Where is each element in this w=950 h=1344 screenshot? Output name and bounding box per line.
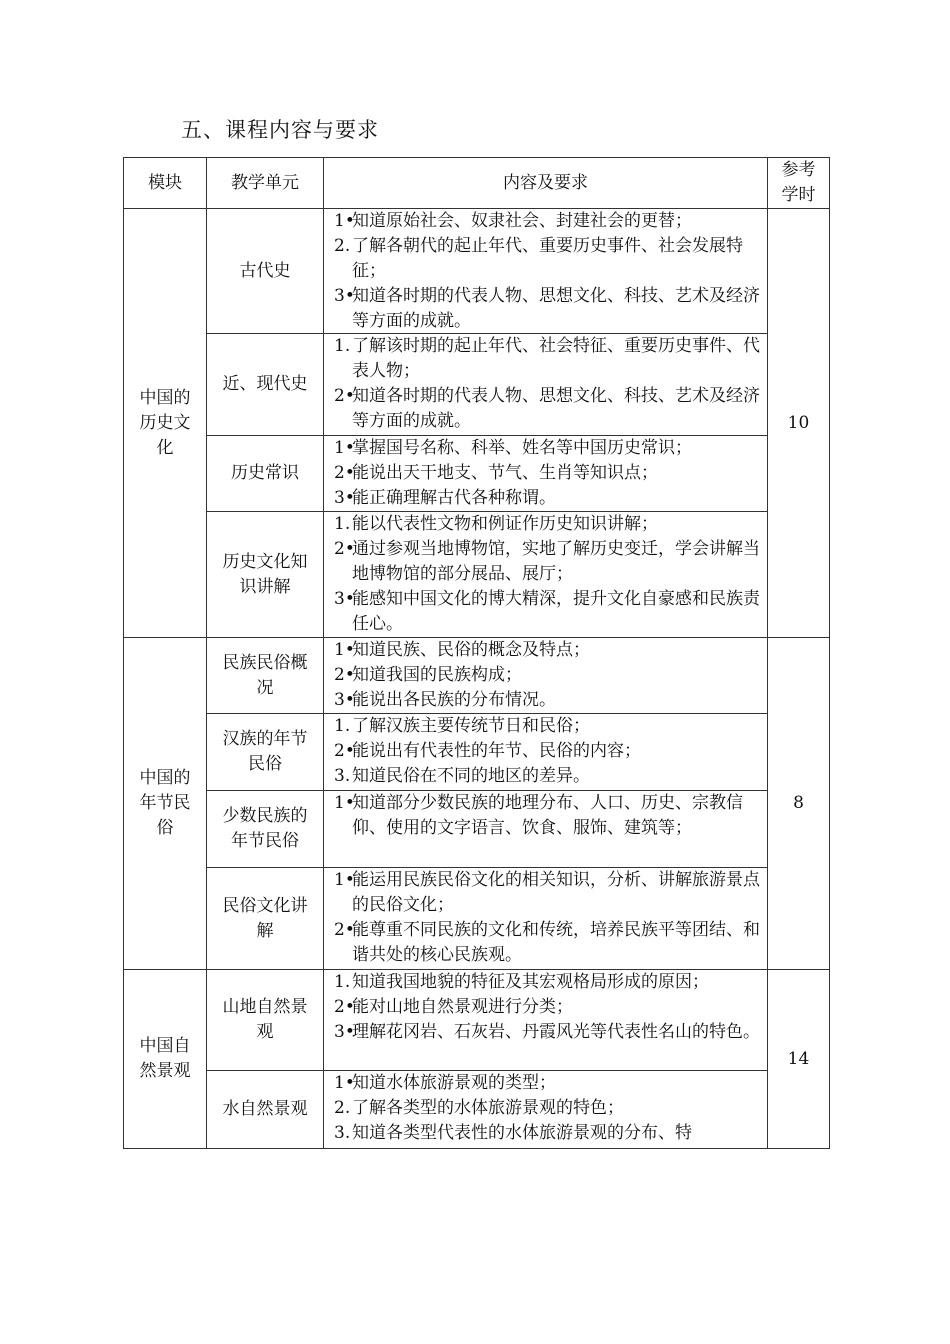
- table-row: [124, 714, 830, 791]
- item-text: 通过参观当地博物馆，实地了解历史变迁，学会讲解当地博物馆的部分展品、展厅；: [352, 539, 760, 584]
- table-header-row: [124, 158, 830, 209]
- module-hours: 14: [768, 970, 830, 1149]
- requirement-item: [334, 209, 763, 234]
- item-text: 能说出天干地支、节气、生肖等知识点；: [352, 463, 658, 483]
- item-text: 知道原始社会、奴隶社会、封建社会的更替；: [352, 211, 692, 231]
- item-number: 2.: [334, 236, 351, 256]
- item-text: 掌握国号名称、科举、姓名等中国历史常识；: [352, 438, 692, 458]
- table-row: [124, 436, 830, 512]
- module-name: 中国自然景观: [124, 970, 207, 1149]
- requirement-item: [334, 1096, 763, 1121]
- item-number: 3•: [334, 488, 355, 508]
- requirement-item: [334, 1071, 763, 1096]
- unit-name: 历史常识: [207, 436, 324, 512]
- requirement-item: [334, 688, 763, 713]
- requirement-item: [334, 512, 763, 537]
- item-text: 知道我国地貌的特征及其宏观格局形成的原因；: [352, 972, 709, 992]
- requirement-item: [334, 234, 763, 284]
- item-number: 1.: [334, 716, 351, 736]
- table-row: [124, 791, 830, 868]
- item-text: 知道各时期的代表人物、思想文化、科技、艺术及经济等方面的成就。: [352, 286, 760, 331]
- unit-requirements: [324, 436, 768, 512]
- item-text: 知道各时期的代表人物、思想文化、科技、艺术及经济等方面的成就。: [352, 386, 760, 431]
- unit-name: 民族民俗概况: [207, 638, 324, 714]
- item-number: 2•: [334, 463, 355, 483]
- item-text: 能以代表性文物和例证作历史知识讲解；: [352, 514, 658, 534]
- unit-requirements: [324, 791, 768, 868]
- unit-name: 古代史: [207, 209, 324, 334]
- table-row: [124, 1071, 830, 1149]
- requirement-item: [334, 384, 763, 434]
- item-number: 2•: [334, 920, 355, 940]
- item-text: 了解该时期的起止年代、社会特征、重要历史事件、代表人物；: [352, 336, 760, 381]
- item-number: 1•: [334, 640, 355, 660]
- table-row: [124, 334, 830, 436]
- unit-name: 近、现代史: [207, 334, 324, 436]
- requirement-item: [334, 739, 763, 764]
- requirement-item: [334, 1020, 763, 1045]
- item-number: 3.: [334, 1123, 351, 1143]
- table-row: [124, 512, 830, 638]
- requirement-item: [334, 461, 763, 486]
- item-text: 了解各朝代的起止年代、重要历史事件、社会发展特征；: [352, 236, 743, 281]
- item-number: 3•: [334, 589, 355, 609]
- unit-requirements: [324, 334, 768, 436]
- unit-name: 汉族的年节民俗: [207, 714, 324, 791]
- unit-requirements: [324, 970, 768, 1071]
- item-text: 知道部分少数民族的地理分布、人口、历史、宗教信仰、使用的文字语言、饮食、服饰、建筑等；: [352, 793, 743, 838]
- item-number: 1•: [334, 438, 355, 458]
- item-text: 知道水体旅游景观的类型；: [352, 1073, 556, 1093]
- unit-name: 水自然景观: [207, 1071, 324, 1149]
- header-unit: 教学单元: [207, 158, 324, 209]
- table-row: [124, 638, 830, 714]
- requirement-item: [334, 1121, 763, 1146]
- item-number: 2•: [334, 539, 355, 559]
- table-row: [124, 209, 830, 334]
- requirement-item: [334, 764, 763, 789]
- requirement-item: [334, 663, 763, 688]
- header-content: 内容及要求: [324, 158, 768, 209]
- unit-requirements: [324, 638, 768, 714]
- item-number: 1•: [334, 211, 355, 231]
- item-number: 2•: [334, 997, 355, 1017]
- requirement-item: [334, 587, 763, 637]
- item-text: 知道各类型代表性的水体旅游景观的分布、特: [352, 1123, 692, 1143]
- unit-name: 山地自然景观: [207, 970, 324, 1071]
- item-text: 了解各类型的水体旅游景观的特色；: [352, 1098, 624, 1118]
- requirement-item: [334, 918, 763, 968]
- item-number: 3•: [334, 1022, 355, 1042]
- requirement-item: [334, 970, 763, 995]
- item-text: 知道民俗在不同的地区的差异。: [352, 766, 590, 786]
- item-number: 2•: [334, 741, 355, 761]
- item-number: 1•: [334, 1073, 355, 1093]
- item-text: 能说出各民族的分布情况。: [352, 690, 556, 710]
- requirement-item: [334, 284, 763, 333]
- item-number: 1.: [334, 514, 351, 534]
- item-number: 2•: [334, 386, 355, 406]
- item-text: 理解花冈岩、石灰岩、丹霞风光等代表性名山的特色。: [352, 1022, 760, 1042]
- header-module: 模块: [124, 158, 207, 209]
- item-text: 知道我国的民族构成；: [352, 665, 522, 685]
- unit-name: 历史文化知识讲解: [207, 512, 324, 638]
- table-row: [124, 868, 830, 970]
- item-number: 3•: [334, 690, 355, 710]
- section-heading: 五、课程内容与要求: [181, 118, 379, 142]
- unit-name: 民俗文化讲解: [207, 868, 324, 970]
- module-name: 中国的年节民俗: [124, 638, 207, 970]
- item-number: 3.: [334, 766, 351, 786]
- unit-requirements: [324, 1071, 768, 1149]
- unit-requirements: [324, 512, 768, 638]
- item-text: 能正确理解古代各种称谓。: [352, 488, 556, 508]
- item-text: 能说出有代表性的年节、民俗的内容；: [352, 741, 641, 761]
- table-row: [124, 970, 830, 1071]
- item-text: 了解汉族主要传统节日和民俗；: [352, 716, 590, 736]
- header-hours: 参考学时: [768, 158, 830, 209]
- item-text: 能对山地自然景观进行分类；: [352, 997, 573, 1017]
- requirement-item: [334, 714, 763, 739]
- item-text: 能运用民族民俗文化的相关知识，分析、讲解旅游景点的民俗文化；: [352, 870, 760, 915]
- unit-requirements: [324, 714, 768, 791]
- item-number: 1.: [334, 972, 351, 992]
- item-number: 1.: [334, 336, 351, 356]
- requirement-item: [334, 436, 763, 461]
- item-number: 2•: [334, 665, 355, 685]
- module-hours: 10: [768, 209, 830, 638]
- requirement-item: [334, 486, 763, 511]
- requirement-item: [334, 791, 763, 841]
- requirement-item: [334, 537, 763, 587]
- item-text: 知道民族、民俗的概念及特点；: [352, 640, 590, 660]
- unit-requirements: [324, 209, 768, 334]
- item-number: 3•: [334, 286, 355, 306]
- module-name: 中国的历史文化: [124, 209, 207, 638]
- unit-name: 少数民族的年节民俗: [207, 791, 324, 868]
- item-number: 2.: [334, 1098, 351, 1118]
- module-hours: 8: [768, 638, 830, 970]
- requirement-item: [334, 995, 763, 1020]
- item-number: 1•: [334, 793, 355, 813]
- item-text: 能感知中国文化的博大精深，提升文化自豪感和民族责任心。: [352, 589, 760, 634]
- item-number: 1•: [334, 870, 355, 890]
- course-content-table: [123, 157, 830, 1149]
- item-text: 能尊重不同民族的文化和传统，培养民族平等团结、和谐共处的核心民族观。: [352, 920, 760, 965]
- requirement-item: [334, 868, 763, 918]
- unit-requirements: [324, 868, 768, 970]
- requirement-item: [334, 334, 763, 384]
- requirement-item: [334, 638, 763, 663]
